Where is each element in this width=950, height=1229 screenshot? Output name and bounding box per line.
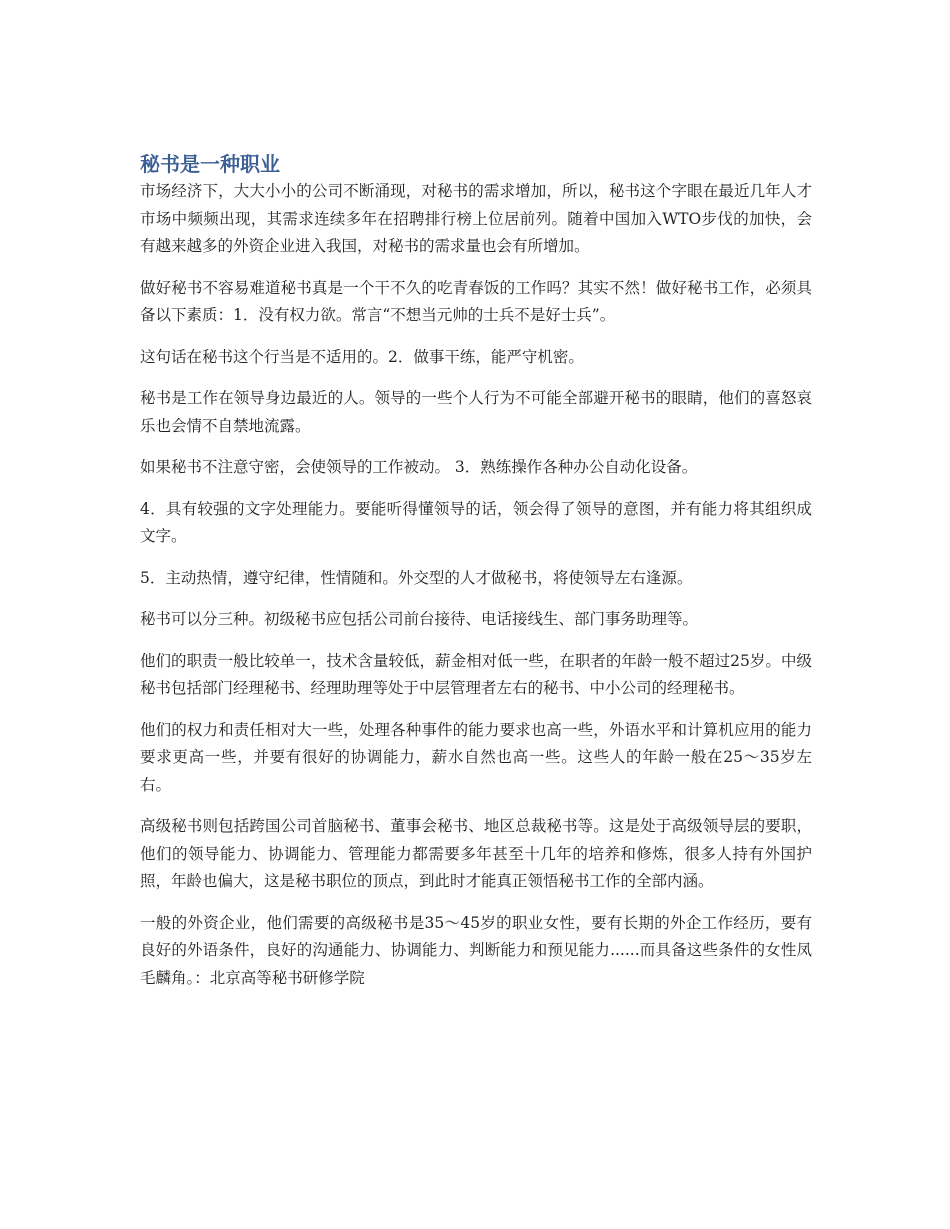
document-title: 秘书是一种职业	[140, 152, 280, 176]
paragraph-11: 高级秘书则包括跨国公司首脑秘书、董事会秘书、地区总裁秘书等。这是处于高级领导层的要职，他们的领导能力、协调能力、管理能力都需要多年甚至十几年的培养和修炼，很多人持有外国护照，年龄也偏大，这是秘书职位的顶点，到此时才能真正领悟秘书工作的全部内涵。	[140, 817, 812, 890]
document-body	[140, 150, 812, 1006]
paragraph-3: 这句话在秘书这个行当是不适用的。2．做事干练，能严守机密。	[140, 347, 584, 366]
paragraph-8: 秘书可以分三种。初级秘书应包括公司前台接待、电话接线生、部门事务助理等。	[140, 610, 699, 628]
paragraph-7: 5．主动热情，遵守纪律，性情随和。外交型的人才做秘书，将使领导左右逢源。	[140, 568, 693, 587]
paragraph-6: 4．具有较强的文字处理能力。要能听得懂领导的话，领会得了领导的意图，并有能力将其组织成文字。	[140, 499, 812, 545]
paragraph-4: 秘书是工作在领导身边最近的人。领导的一些个人行为不可能全部避开秘书的眼睛，他们的喜怒哀乐也会情不自禁地流露。	[140, 389, 812, 435]
paragraph-5: 如果秘书不注意守密，会使领导的工作被动。 3．熟练操作各种办公自动化设备。	[140, 458, 698, 476]
paragraph-10: 他们的权力和责任相对大一些，处理各种事件的能力要求也高一些，外语水平和计算机应用的能力要求更高一些，并要有很好的协调能力，薪水自然也高一些。这些人的年龄一般在25～35岁左右。	[140, 720, 812, 794]
paragraph-12: 一般的外资企业，他们需要的高级秘书是35～45岁的职业女性，要有长期的外企工作经历，要有良好的外语条件，良好的沟通能力、协调能力、判断能力和预见能力......而具备这些条件的女性凤毛麟角。：北京高等秘书研修学院	[140, 913, 812, 987]
paragraph-1: 市场经济下，大大小小的公司不断涌现，对秘书的需求增加，所以，秘书这个字眼在最近几年人才市场中频频出现，其需求连续多年在招聘排行榜上位居前列。随着中国加入WTO步伐的加快，会有越来越多的外资企业进入我国，对秘书的需求量也会有所增加。	[140, 182, 812, 255]
paragraph-2: 做好秘书不容易难道秘书真是一个干不久的吃青春饭的工作吗？其实不然！做好秘书工作，必须具备以下素质：1．没有权力欲。常言“不想当元帅的士兵不是好士兵”。	[140, 278, 812, 324]
paragraph-9: 他们的职责一般比较单一，技术含量较低，薪金相对低一些，在职者的年龄一般不超过25岁。中级秘书包括部门经理秘书、经理助理等处于中层管理者左右的秘书、中小公司的经理秘书。	[140, 651, 812, 697]
